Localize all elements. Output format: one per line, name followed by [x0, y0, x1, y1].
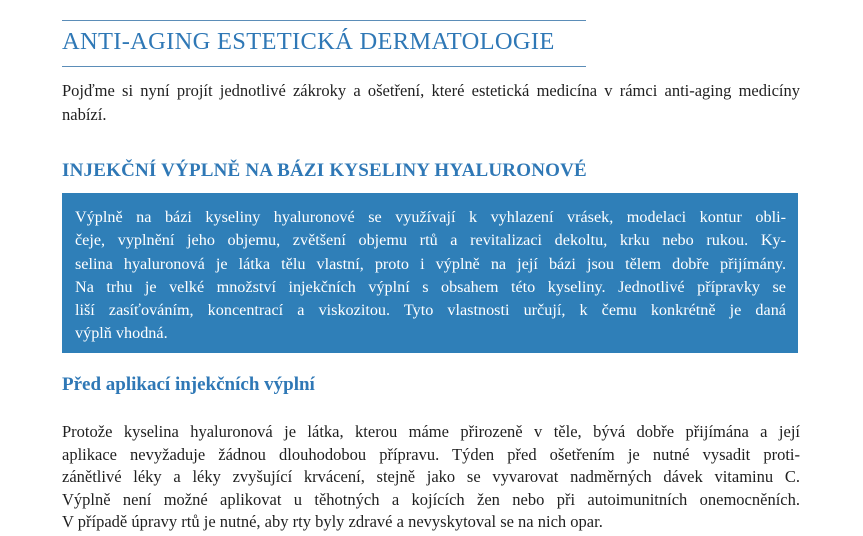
highlight-box-line: výplň vhodná. [75, 324, 168, 343]
highlight-box-line: liší zasíťováním, koncentrací a viskozitou. Tyto vlastnosti určují, k čemu konkrétně je daná [75, 301, 786, 320]
body-line: Výplně není možné aplikovat u těhotných a kojících žen nebo při autoimunitních onemocněních. [62, 489, 800, 509]
highlight-box [62, 193, 798, 353]
title-rule-top [62, 20, 586, 21]
body-line: zánětlivé léky a léky zvyšující krvácení, stejně jako se vyvarovat nadměrných dávek vitaminu C. [62, 467, 800, 487]
intro-paragraph: Pojďme si nyní projít jednotlivé zákroky a ošetření, které estetická medicína v rámci anti-aging medicíny nabízí. [62, 81, 800, 124]
highlight-box-line: selina hyaluronová je látka tělu vlastní, proto i výplně na její bázi jsou tělem dobře přijímány. [75, 254, 786, 273]
body-line: aplikace nevyžaduje žádnou dlouhodobou přípravu. Týden před ošetřením je nutné vysadit proti- [62, 444, 800, 464]
highlight-box-line: Na trhu je velké množství injekčních výplní s obsahem této kyseliny. Jednotlivé přípravky se [75, 277, 786, 296]
body-line: V případě úpravy rtů je nutné, aby rty byly zdravé a nevyskytoval se na nich opar. [62, 512, 603, 532]
subsection-title: Před aplikací injekčních výplní [62, 374, 315, 395]
page-title: ANTI-AGING ESTETICKÁ DERMATOLOGIE [62, 28, 555, 55]
body-line: Protože kyselina hyaluronová je látka, kterou máme přirozeně v těle, bývá dobře přijímána a její [62, 422, 800, 441]
body-paragraph [62, 421, 800, 534]
highlight-box-line: čeje, vyplnění jeho objemu, zvětšení objemu rtů a revitalizaci dekoltu, krku nebo rukou. Ky- [75, 231, 786, 250]
title-rule-bottom [62, 66, 586, 67]
section-title: INJEKČNÍ VÝPLNĚ NA BÁZI KYSELINY HYALURONOVÉ [62, 160, 587, 181]
highlight-box-line: Výplně na bázi kyseliny hyaluronové se využívají k vyhlazení vrásek, modelaci kontur obli- [75, 208, 786, 226]
